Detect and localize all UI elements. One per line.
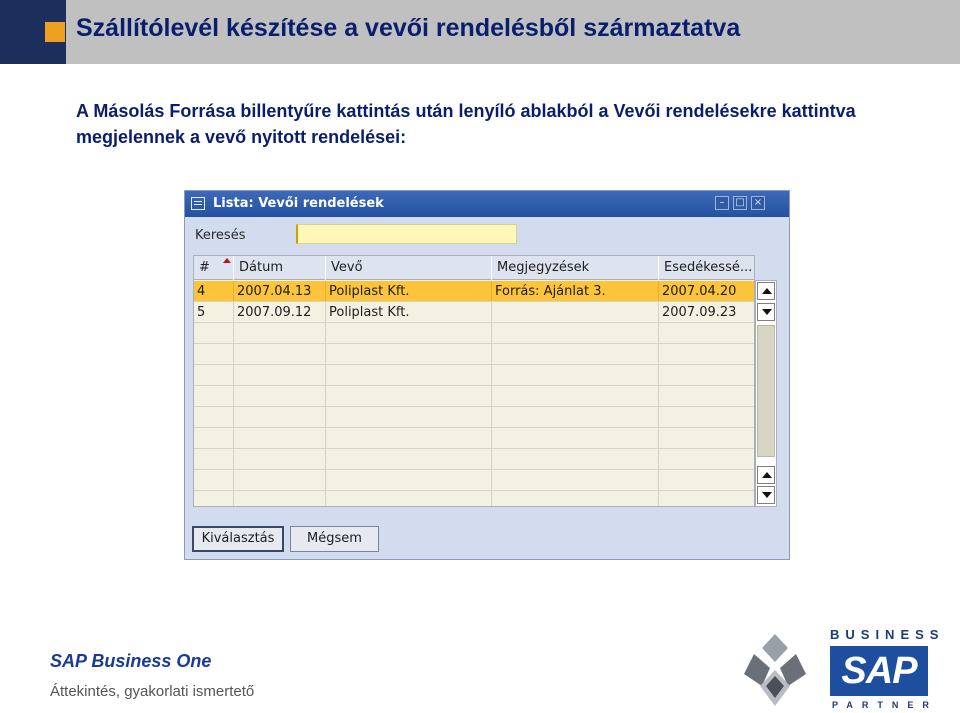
minimize-icon[interactable]: – (715, 196, 729, 210)
column-header-number[interactable]: # (194, 256, 234, 280)
cell-date: 2007.04.13 (234, 281, 326, 301)
cell-empty (234, 449, 326, 469)
sap-logo-text: SAP (841, 650, 917, 692)
sort-indicator-icon (223, 258, 231, 263)
search-input[interactable] (296, 224, 517, 244)
cell-empty (234, 386, 326, 406)
grid-scrollbar[interactable] (755, 280, 777, 507)
scroll-up-button[interactable] (757, 282, 775, 300)
cell-empty (492, 449, 659, 469)
cell-empty (194, 323, 234, 343)
sap-logo (830, 646, 928, 696)
cell-empty (659, 386, 755, 406)
cell-empty (659, 323, 755, 343)
header-accent-square (45, 22, 65, 42)
cell-empty (492, 428, 659, 448)
cell-empty (234, 428, 326, 448)
table-row[interactable] (194, 302, 755, 323)
cell-empty (659, 491, 755, 507)
column-header-due-date[interactable]: Esedékessé... (659, 256, 755, 280)
cell-empty (492, 407, 659, 427)
close-icon[interactable]: × (751, 196, 765, 210)
logo-partner-text: PARTNER (832, 700, 938, 710)
cell-empty (234, 470, 326, 490)
cell-empty (326, 386, 492, 406)
window-titlebar[interactable] (185, 191, 789, 217)
cell-empty (234, 323, 326, 343)
cell-empty (194, 470, 234, 490)
cell-empty (326, 470, 492, 490)
cell-customer: Poliplast Kft. (326, 281, 492, 301)
footer-subtitle: Áttekintés, gyakorlati ismertető (50, 683, 255, 700)
logo-business-text: BUSINESS (830, 627, 945, 642)
cell-empty (326, 428, 492, 448)
scroll-up-button-bottom[interactable] (757, 466, 775, 484)
cell-date: 2007.09.12 (234, 302, 326, 322)
cell-empty (326, 407, 492, 427)
choose-button[interactable]: Kiválasztás (192, 526, 284, 552)
table-row-empty[interactable] (194, 407, 755, 428)
cell-empty (326, 365, 492, 385)
arrow-up-icon (762, 288, 772, 294)
cell-empty (492, 323, 659, 343)
slide-title: Szállítólevél készítése a vevői rendelésből származtatva (76, 14, 741, 42)
cell-empty (194, 491, 234, 507)
cell-empty (194, 386, 234, 406)
grid-header (194, 256, 755, 280)
table-row-empty[interactable] (194, 344, 755, 365)
cell-empty (194, 344, 234, 364)
cell-empty (326, 449, 492, 469)
orders-grid (193, 255, 755, 507)
table-row-empty[interactable] (194, 386, 755, 407)
cell-empty (492, 491, 659, 507)
search-label: Keresés (195, 228, 246, 243)
cell-empty (194, 449, 234, 469)
table-row-empty[interactable] (194, 491, 755, 507)
list-window (184, 190, 790, 560)
column-header-date[interactable]: Dátum (234, 256, 326, 280)
table-row-empty[interactable] (194, 323, 755, 344)
cell-empty (659, 449, 755, 469)
cell-empty (234, 365, 326, 385)
cell-empty (659, 428, 755, 448)
table-row-empty[interactable] (194, 470, 755, 491)
cell-empty (492, 386, 659, 406)
cell-empty (234, 491, 326, 507)
partner-emblem-icon (740, 630, 810, 710)
cell-empty (659, 344, 755, 364)
cell-empty (492, 344, 659, 364)
cell-customer: Poliplast Kft. (326, 302, 492, 322)
cell-empty (659, 407, 755, 427)
cancel-button[interactable]: Mégsem (290, 526, 379, 552)
cell-empty (234, 407, 326, 427)
cell-empty (194, 407, 234, 427)
arrow-down-icon (762, 492, 772, 498)
list-icon (191, 197, 205, 210)
cell-notes (492, 302, 659, 322)
cell-empty (659, 470, 755, 490)
cell-empty (326, 344, 492, 364)
cell-number: 5 (194, 302, 234, 322)
footer-brand: SAP Business One (50, 651, 212, 671)
slide-description: A Másolás Forrása billentyűre kattintás után lenyíló ablakból a Vevői rendelésekre kattintva megjelennek a vevő nyitott rendelései: (76, 101, 856, 147)
column-header-notes[interactable]: Megjegyzések (492, 256, 659, 280)
scroll-thumb[interactable] (757, 325, 775, 457)
column-header-customer[interactable]: Vevő (326, 256, 492, 280)
cell-empty (234, 344, 326, 364)
scroll-down-button[interactable] (757, 303, 775, 321)
table-row-empty[interactable] (194, 449, 755, 470)
table-row-empty[interactable] (194, 365, 755, 386)
cell-empty (326, 323, 492, 343)
cell-empty (492, 365, 659, 385)
cell-empty (659, 365, 755, 385)
cell-notes: Forrás: Ajánlat 3. (492, 281, 659, 301)
cell-empty (194, 428, 234, 448)
table-row-empty[interactable] (194, 428, 755, 449)
cell-empty (326, 491, 492, 507)
scroll-down-button-bottom[interactable] (757, 486, 775, 504)
cell-empty (492, 470, 659, 490)
cell-empty (194, 365, 234, 385)
cell-due-date: 2007.09.23 (659, 302, 755, 322)
arrow-down-icon (762, 309, 772, 315)
window-title: Lista: Vevői rendelések (213, 196, 384, 211)
cell-due-date: 2007.04.20 (659, 281, 755, 301)
arrow-up-icon (762, 472, 772, 478)
cell-number: 4 (194, 281, 234, 301)
maximize-icon[interactable]: □ (733, 196, 747, 210)
table-row[interactable] (194, 281, 755, 302)
